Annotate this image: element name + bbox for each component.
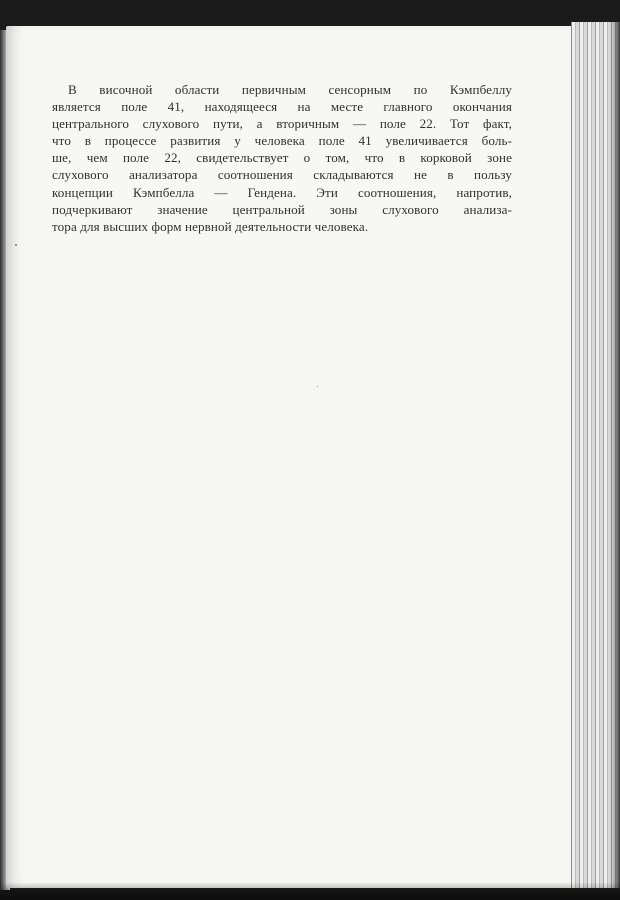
paragraph-line: что в процессе развития у человека поле 41 увеличивается боль- [52,133,512,149]
paragraph-line: слухового анализатора соотношения складываются не в пользу [52,167,512,183]
paragraph-line: является поле 41, находящееся на месте главного окончания [52,99,512,115]
scan-speck [15,244,17,246]
paragraph-line: концепции Кэмпбелла — Гендена. Эти соотношения, напротив, [52,184,512,200]
bottom-shadow [0,882,620,900]
body-paragraph [52,81,512,235]
paragraph-line: подчеркивают значение центральной зоны слухового анализа- [52,201,512,217]
paragraph-line: тора для высших форм нервной деятельности человека. [52,218,369,234]
paragraph-line: В височной области первичным сенсорным по Кэмпбеллу [68,82,512,97]
scan-speck [317,386,318,387]
paragraph-line: ше, чем поле 22, свидетельствует о том, что в корковой зоне [52,150,512,166]
paragraph-line: центрального слухового пути, а вторичным — поле 22. Тот факт, [52,116,512,132]
page-stack-shadow [610,22,620,888]
